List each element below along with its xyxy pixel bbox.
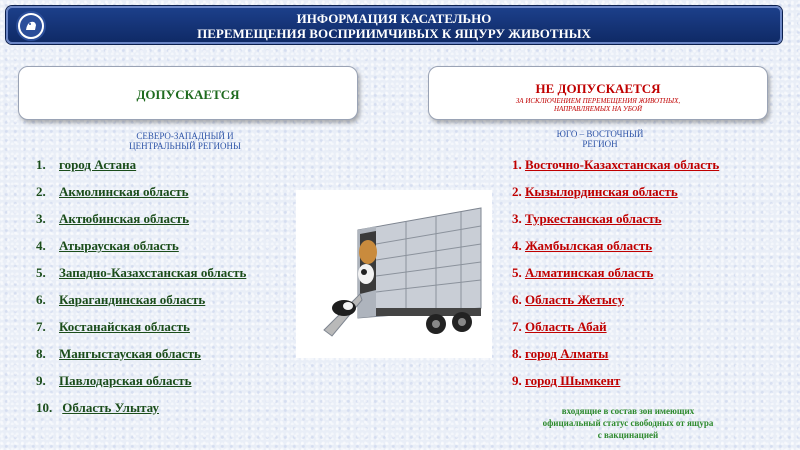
item-number: 5. [512,265,522,280]
item-link[interactable]: Область Абай [525,319,607,334]
item-link[interactable]: Область Улытау [62,400,160,415]
not-allowed-item[interactable] [512,346,719,373]
not-allowed-subtitle-line1: ЗА ИСКЛЮЧЕНИЕМ ПЕРЕМЕЩЕНИЯ ЖИВОТНЫХ, [515,97,681,105]
item-number: 9. [36,373,46,388]
not-allowed-item[interactable] [512,184,719,211]
item-number: 4. [512,238,522,253]
item-number: 8. [36,346,46,361]
item-link[interactable]: Восточно-Казахстанская область [525,157,720,172]
allowed-item[interactable] [36,292,246,319]
footnote-line2: официальный статус свободных от ящура [542,418,714,428]
allowed-item[interactable] [36,238,246,265]
item-number: 4. [36,238,46,253]
not-allowed-item[interactable] [512,265,719,292]
allowed-region-line1: СЕВЕРО-ЗАПАДНЫЙ И [136,131,234,141]
page-header [6,6,782,44]
emblem-logo [16,11,46,41]
allowed-region-label [120,131,250,151]
not-allowed-region-line2: РЕГИОН [582,139,618,149]
item-number: 7. [512,319,522,334]
item-link[interactable]: Алматинская область [525,265,654,280]
not-allowed-item[interactable] [512,238,719,265]
not-allowed-item[interactable] [512,373,719,400]
not-allowed-title: НЕ ДОПУСКАЕТСЯ [535,81,661,96]
item-link[interactable]: Атырауская область [59,238,179,253]
not-allowed-item[interactable] [512,319,719,346]
allowed-item[interactable] [36,346,246,373]
item-link[interactable]: Западно-Казахстанская область [59,265,247,280]
not-allowed-region-line1: ЮГО – ВОСТОЧНЫЙ [556,129,644,139]
item-link[interactable]: Область Жетысу [525,292,624,307]
allowed-region-list [36,157,246,427]
item-link[interactable]: Акмолинская область [59,184,189,199]
item-number: 6. [512,292,522,307]
vaccination-footnote [508,405,748,441]
allowed-box [18,66,358,120]
not-allowed-item[interactable] [512,211,719,238]
footnote-line1: входящие в состав зон имеющих [561,406,695,416]
item-number: 8. [512,346,522,361]
not-allowed-item[interactable] [512,157,719,184]
not-allowed-subtitle-line2: НАПРАВЛЯЕМЫХ НА УБОЙ [553,105,643,113]
item-number: 7. [36,319,46,334]
livestock-truck-image [296,190,492,358]
item-link[interactable]: город Алматы [525,346,609,361]
allowed-item[interactable] [36,319,246,346]
header-title-line2: ПЕРЕМЕЩЕНИЯ ВОСПРИИМЧИВЫХ К ЯЩУРУ ЖИВОТНЫХ [197,26,591,41]
footnote-line3: с вакцинацией [597,430,659,440]
item-link[interactable]: Мангыстауская область [59,346,201,361]
header-title-line1: ИНФОРМАЦИЯ КАСАТЕЛЬНО [296,11,492,26]
item-link[interactable]: Туркестанская область [525,211,662,226]
allowed-item[interactable] [36,400,246,427]
allowed-item[interactable] [36,265,246,292]
allowed-item[interactable] [36,211,246,238]
item-number: 9. [512,373,522,388]
allowed-region-line2: ЦЕНТРАЛЬНЫЙ РЕГИОНЫ [129,141,241,151]
item-link[interactable]: Жамбылская область [525,238,653,253]
item-link[interactable]: Павлодарская область [59,373,192,388]
not-allowed-item[interactable] [512,292,719,319]
item-link[interactable]: город Шымкент [525,373,621,388]
item-link[interactable]: Карагандинская область [59,292,206,307]
item-number: 3. [512,211,522,226]
item-link[interactable]: Кызылординская область [525,184,678,199]
item-number: 5. [36,265,46,280]
item-link[interactable]: Актюбинская область [59,211,190,226]
allowed-item[interactable] [36,157,246,184]
allowed-item[interactable] [36,184,246,211]
item-number: 2. [36,184,46,199]
not-allowed-region-list [512,157,719,400]
item-number: 1. [36,157,46,172]
item-number: 3. [36,211,46,226]
item-link[interactable]: Костанайская область [59,319,190,334]
not-allowed-box [428,66,768,120]
item-number: 6. [36,292,46,307]
item-number: 1. [512,157,522,172]
item-number: 10. [36,400,53,415]
item-number: 2. [512,184,522,199]
not-allowed-region-label [540,129,660,149]
allowed-item[interactable] [36,373,246,400]
allowed-title: ДОПУСКАЕТСЯ [136,87,240,102]
item-link[interactable]: город Астана [59,157,137,172]
